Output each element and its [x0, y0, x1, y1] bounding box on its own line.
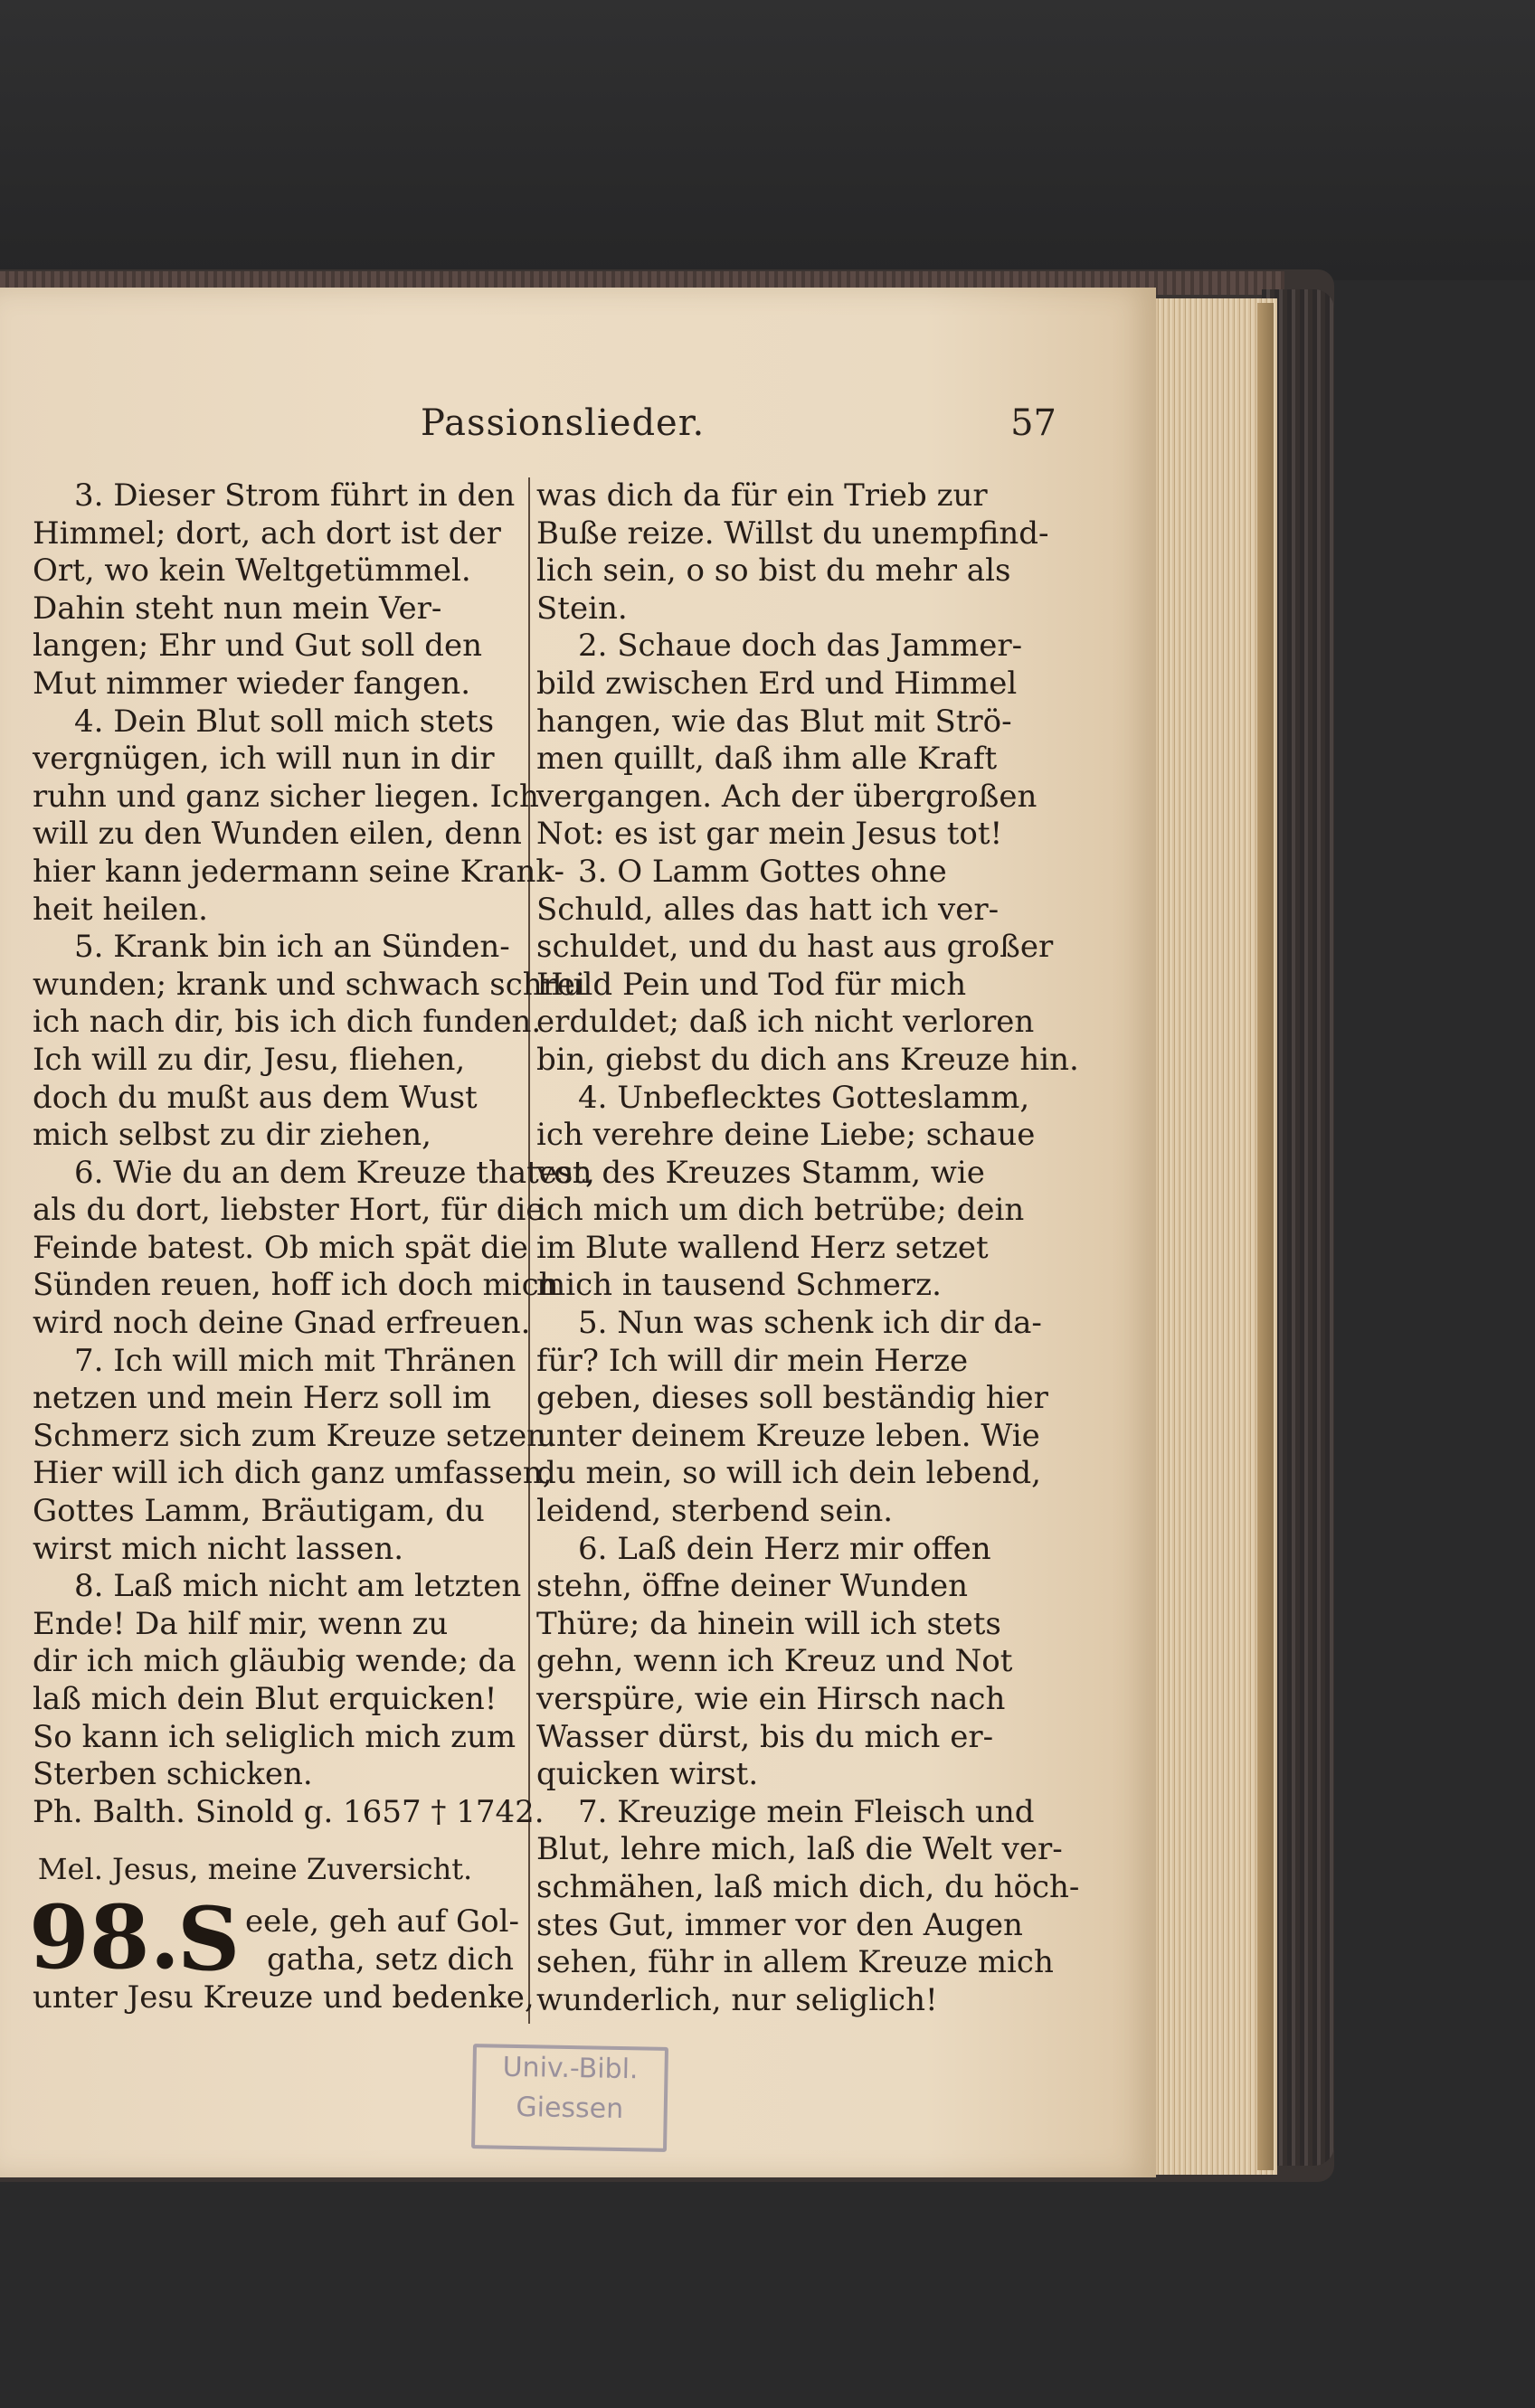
text-line: Sterben schicken.	[33, 1756, 313, 1793]
hymn-first-line: eele, geh auf Gol-	[245, 1903, 519, 1941]
text-line: quicken wirst.	[536, 1756, 759, 1793]
text-line: Schuld, alles das hatt ich ver-	[536, 891, 1000, 928]
text-line: Wasser dürst, bis du mich er-	[536, 1718, 994, 1755]
text-line: 7. Ich will mich mit Thränen	[74, 1342, 516, 1379]
stamp-line: Univ.-Bibl.	[502, 2051, 639, 2086]
text-line: 3. Dieser Strom führt in den	[74, 477, 516, 514]
text-line: 7. Kreuzige mein Fleisch und	[578, 1793, 1035, 1830]
text-line: will zu den Wunden eilen, denn	[33, 816, 522, 853]
text-line: 5. Krank bin ich an Sünden-	[74, 929, 510, 966]
text-line: doch du mußt aus dem Wust	[33, 1079, 478, 1116]
text-line: lich sein, o so bist du mehr als	[536, 552, 1011, 590]
text-line: sehen, führ in allem Kreuze mich	[536, 1944, 1054, 1981]
text-line: Ort, wo kein Weltgetümmel.	[33, 552, 471, 590]
text-line: mich selbst zu dir ziehen,	[33, 1117, 431, 1154]
page-number: 57	[1010, 402, 1056, 444]
text-line: 6. Laß dein Herz mir offen	[578, 1530, 991, 1567]
column-divider	[528, 477, 530, 2024]
text-line: wird noch deine Gnad erfreuen.	[33, 1305, 531, 1342]
hymn-98-start	[29, 1886, 535, 2016]
text-line: du mein, so will ich dein lebend,	[536, 1455, 1041, 1492]
text-line: Blut, lehre mich, laß die Welt ver-	[536, 1831, 1063, 1868]
hymn-number: 98.	[29, 1886, 181, 1989]
text-line: 4. Unbeflecktes Gotteslamm,	[578, 1079, 1030, 1116]
hymn-third-line: unter Jesu Kreuze und bedenke,	[33, 1979, 535, 2016]
text-line: 6. Wie du an dem Kreuze thatest,	[74, 1154, 595, 1191]
text-line: 8. Laß mich nicht am letzten	[74, 1568, 522, 1605]
text-line: wunden; krank und schwach schrei	[33, 966, 585, 1003]
text-line: heit heilen.	[33, 891, 208, 928]
text-line: 4. Dein Blut soll mich stets	[74, 703, 495, 740]
text-line: Huld Pein und Tod für mich	[536, 966, 967, 1003]
text-line: erduldet; daß ich nicht verloren	[536, 1004, 1035, 1041]
text-line: 5. Nun was schenk ich dir da-	[578, 1305, 1042, 1342]
text-line: men quillt, daß ihm alle Kraft	[536, 741, 998, 778]
text-line: was dich da für ein Trieb zur	[536, 477, 988, 514]
running-head: Passionslieder.	[421, 402, 706, 444]
text-line: geben, dieses soll beständig hier	[536, 1380, 1048, 1417]
text-line: ich mich um dich betrübe; dein	[536, 1192, 1025, 1229]
text-line: bild zwischen Erd und Himmel	[536, 665, 1018, 702]
text-line: ich verehre deine Liebe; schaue	[536, 1117, 1036, 1154]
text-line: 2. Schaue doch das Jammer-	[578, 628, 1023, 665]
text-line: mich in tausend Schmerz.	[536, 1267, 942, 1304]
text-line: für? Ich will dir mein Herze	[536, 1342, 969, 1379]
background-top	[0, 0, 1535, 280]
text-line: gehn, wenn ich Kreuz und Not	[536, 1643, 1013, 1680]
text-line: bin, giebst du dich ans Kreuze hin.	[536, 1041, 1079, 1078]
text-line: dir ich mich gläubig wende; da	[33, 1643, 516, 1680]
text-line: Ich will zu dir, Jesu, fliehen,	[33, 1041, 466, 1078]
text-line: Himmel; dort, ach dort ist der	[33, 515, 501, 552]
text-line: Ende! Da hilf mir, wenn zu	[33, 1605, 449, 1642]
text-line: Mut nimmer wieder fangen.	[33, 665, 471, 702]
text-line: Feinde batest. Ob mich spät die	[33, 1229, 528, 1266]
text-line: Gottes Lamm, Bräutigam, du	[33, 1493, 485, 1530]
text-line: schuldet, und du hast aus großer	[536, 929, 1054, 966]
text-line: verspüre, wie ein Hirsch nach	[536, 1681, 1006, 1717]
text-line: netzen und mein Herz soll im	[33, 1380, 492, 1417]
text-line: stehn, öffne deiner Wunden	[536, 1568, 969, 1605]
right-column	[536, 477, 1080, 2019]
text-line: leidend, sterbend sein.	[536, 1493, 894, 1530]
text-line: langen; Ehr und Gut soll den	[33, 628, 483, 665]
text-line: hangen, wie das Blut mit Strö-	[536, 703, 1012, 740]
text-line: hier kann jedermann seine Krank-	[33, 853, 564, 890]
text-line: Stein.	[536, 590, 628, 627]
text-line: vergangen. Ach der übergroßen	[536, 778, 1038, 815]
text-line: 3. O Lamm Gottes ohne	[578, 853, 947, 890]
text-line: wirst mich nicht lassen.	[33, 1530, 404, 1567]
text-line: als du dort, liebster Hort, für die	[33, 1192, 545, 1229]
text-line: Not: es ist gar mein Jesus tot!	[536, 816, 1003, 853]
hymn-second-line: gatha, setz dich	[266, 1941, 514, 1978]
text-line: Thüre; da hinein will ich stets	[536, 1605, 1001, 1642]
text-line: vergnügen, ich will nun in dir	[33, 741, 495, 778]
text-line: Hier will ich dich ganz umfassen,	[33, 1455, 553, 1492]
text-line: ruhn und ganz sicher liegen. Ich	[33, 778, 539, 815]
text-line: Schmerz sich zum Kreuze setzen.	[33, 1417, 556, 1454]
melody-line: Mel. Jesus, meine Zuversicht.	[37, 1852, 473, 1887]
page-gilt-edge	[1257, 303, 1274, 2170]
text-line: Dahin steht nun mein Ver-	[33, 590, 442, 627]
text-line: schmähen, laß mich dich, du höch-	[536, 1868, 1080, 1905]
text-line: wunderlich, nur seliglich!	[536, 1981, 938, 2018]
text-line: Buße reize. Willst du unempfind-	[536, 515, 1049, 552]
text-line: im Blute wallend Herz setzet	[536, 1229, 989, 1266]
text-line: stes Gut, immer vor den Augen	[536, 1906, 1023, 1943]
text-line: unter deinem Kreuze leben. Wie	[536, 1417, 1040, 1454]
library-stamp	[471, 2044, 668, 2152]
text-line: So kann ich seliglich mich zum	[33, 1718, 516, 1755]
drop-capital: S	[177, 1888, 241, 1991]
right-column-lines	[536, 477, 1080, 2019]
text-line: laß mich dein Blut erquicken!	[33, 1681, 497, 1717]
text-line: Sünden reuen, hoff ich doch mich	[33, 1267, 559, 1304]
stamp-line: Giessen	[516, 2091, 624, 2126]
text-line: von des Kreuzes Stamm, wie	[536, 1154, 985, 1191]
text-line: ich nach dir, bis ich dich funden.	[33, 1004, 542, 1041]
attribution: Ph. Balth. Sinold g. 1657 † 1742.	[33, 1793, 545, 1830]
